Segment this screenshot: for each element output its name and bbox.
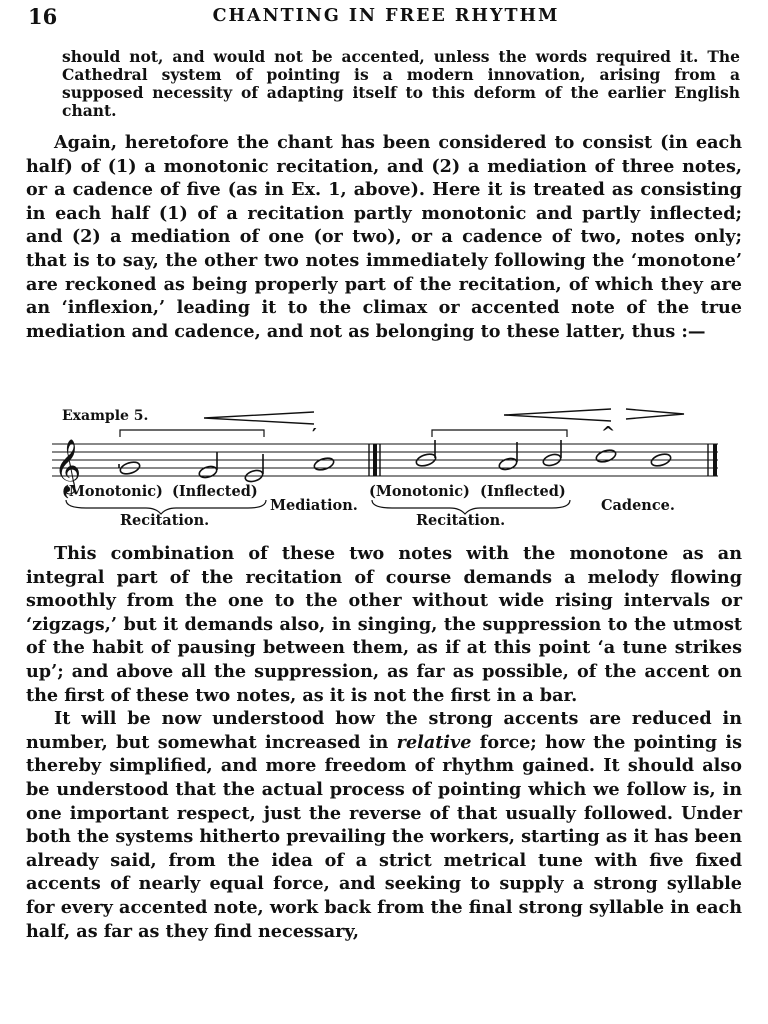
bracket-2 — [432, 430, 567, 437]
label-recitation-2: Recitation. — [416, 512, 506, 529]
body-text-lower — [26, 542, 742, 943]
paragraph-1: Again, heretofore the chant has been considered to consist (in each half) of (1) a monotonic recitation, and (2) a mediation of three notes, or a cadence of five (as in Ex. 1, above). Here it is treated as consisting in each half (1) of a recitation partly monotonic and partly inflected; and (2) a mediation of one (or two), or a cadence of two, notes only; that is to say, the other two notes immediately following the ‘monotone’ are reckoned as being properly part of the recitation, of which they are an ‘inflexion,’ leading it to the climax or accented note of the true mediation and cadence, and not as belonging to these latter, thus :— — [26, 132, 742, 342]
bracket-1 — [120, 430, 264, 437]
paragraph-2: This combination of these two notes with the monotone as an integral part of the recitation of course demands a melody flowing smoothly from the one to the other without wide rising intervals or ‘zigzags,’ but it demands also, in singing, the suppression to the utmost of the habit of pausing between them, as if at this point ‘a tune strikes up’; and above all the suppression, as far as possible, of the accent on the first of these two notes, as it is not the first in a bar. — [26, 543, 742, 706]
label-inflected-2: (Inflected) — [480, 483, 566, 500]
dynamic-marks — [204, 409, 684, 424]
note — [498, 456, 518, 471]
paragraph-3-italic: relative — [396, 731, 472, 753]
note — [313, 456, 335, 472]
mediation-accent: ′ — [312, 425, 317, 446]
note — [198, 464, 218, 479]
staff — [52, 444, 718, 476]
label-cadence: Cadence. — [601, 497, 675, 514]
paragraph-3-part-1: It will be now understood how the strong accents are reduced in number, but somewhat increased in — [26, 708, 742, 753]
label-inflected-1: (Inflected) — [172, 483, 258, 500]
crescendo-hairpin-1 — [204, 412, 314, 424]
label-monotonic-2: (Monotonic) — [369, 483, 470, 500]
page-number: 16 — [28, 4, 58, 29]
label-monotonic-1: (Monotonic) — [62, 483, 163, 500]
paragraph-3 — [26, 707, 742, 943]
page-header — [28, 4, 744, 28]
music-notation — [26, 404, 742, 534]
label-mediation: Mediation. — [270, 497, 358, 514]
treble-clef-icon: 𝄞 — [54, 438, 82, 492]
label-recitation-1: Recitation. — [120, 512, 210, 529]
running-title: CHANTING IN FREE RHYTHM — [212, 6, 560, 26]
paragraph-3-part-2: force; how the pointing is thereby simplified, and more freedom of rhythm gained. It should also be understood that the actual process of pointing which we follow is, in one important respect, just the reverse of that usually followed. Under both the systems hitherto prevailing the workers, starting as it has been already said, from the idea of a strict metrical tune with five fixed accents of nearly equal force, and seeking to supply a strong syllable for every accented note, work back from the final strong syllable in each half, as far as they find necessary, — [26, 731, 743, 942]
decrescendo-hairpin — [626, 409, 684, 419]
crescendo-hairpin-2 — [504, 409, 611, 421]
example-label: Example 5. — [62, 408, 149, 424]
note — [595, 448, 617, 464]
footnote-continuation: should not, and would not be accented, unless the words required it. The Cathedral system of pointing is a modern innovation, arising from a supposed necessity of adapting itself to this deform of the earlier English chant. — [62, 47, 740, 120]
notes — [119, 440, 672, 484]
phrase-brackets — [120, 430, 567, 437]
cadence-accent: ^ — [601, 423, 616, 443]
music-example — [26, 404, 742, 534]
